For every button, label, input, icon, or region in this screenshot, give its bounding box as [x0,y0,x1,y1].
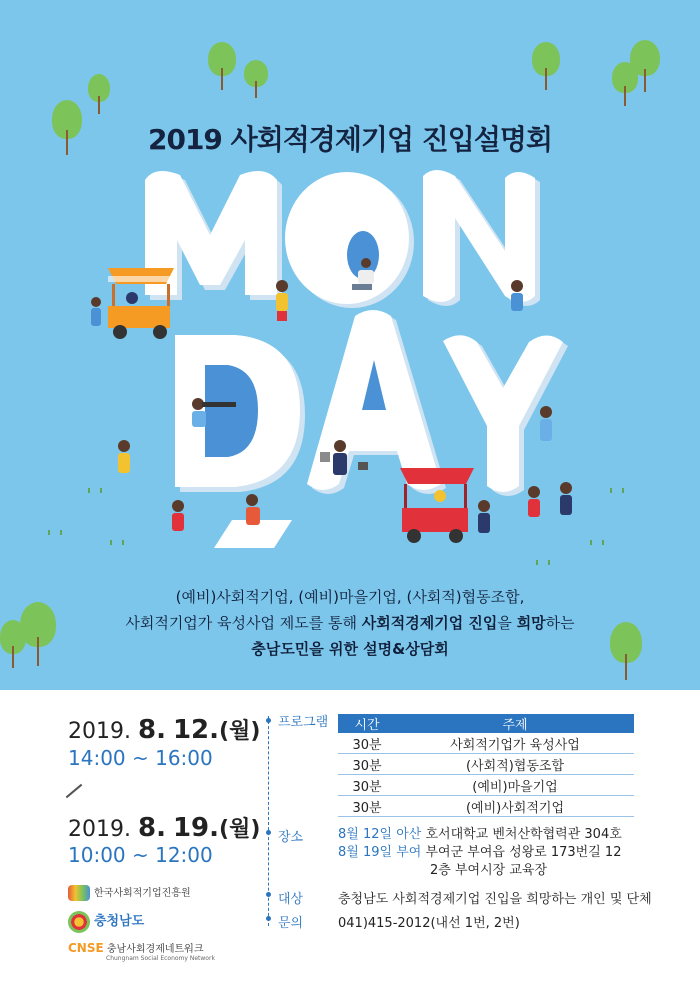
description-emphasis: 희망 [516,614,546,632]
venue-line: 2층 부여시장 교육장 [430,863,547,878]
venue-date: 8월 19일 부여 [338,845,422,860]
contact-label: 문의 [278,916,304,931]
timeline-dot [266,892,271,897]
description [0,584,700,662]
logo-text: 한국사회적기업진흥원 [94,888,191,899]
description-line-1: (예비)사회적기업, (예비)마을기업, (사회적)협동조합, [175,588,525,606]
table-cell: 30분 [338,796,396,817]
kosea-logo-icon [68,885,90,901]
date-weekday: (월) [219,719,261,744]
description-emphasis: 사회적경제기업 진입 [361,614,498,632]
table-header-row [338,714,634,733]
table-row [338,733,634,754]
description-line-3: 충남도민을 위한 설명&상담회 [251,640,449,658]
table-row [338,775,634,796]
timeline-dot [266,916,271,921]
contact-value: 041)415-2012(내선 1번, 2번) [338,916,520,931]
column-header: 주제 [396,714,634,733]
session-date-2: 2019. 8. 19.(월) [68,813,261,843]
date-month: 8 [137,813,157,843]
program-label: 프로그램 [278,715,329,730]
description-text: 하는 [545,614,575,632]
venue-line [338,826,622,844]
table-row [338,796,634,817]
logo-subtext: Chungnam Social Economy Network [106,955,215,962]
session-time-1: 14:00 ~ 16:00 [68,746,213,770]
logo-text: 충청남도 [94,914,145,929]
mon-letters [145,170,540,308]
table-row [338,754,634,775]
date-year: 2019. [68,719,131,744]
timeline-dot [266,830,271,835]
food-cart-illustration [108,268,174,339]
date-year: 2019. [68,817,131,842]
program-table [338,714,634,817]
venue-place: 호서대학교 벤처산학협력관 304호 [425,827,622,842]
session-time-2: 10:00 ~ 12:00 [68,843,213,867]
table-cell: 30분 [338,775,396,796]
date-month: 8 [137,715,157,745]
session-date-1: 2019. 8. 12.(월) [68,715,261,745]
date-day: 19. [172,813,220,843]
venue-place: 부여군 부여읍 성왕로 173번길 12 [425,845,622,860]
venue-line [338,844,622,862]
table-cell: (예비)사회적기업 [396,796,634,817]
logo-kosea [68,884,191,901]
logo-chungnam [68,910,144,933]
description-text: 을 [497,614,517,632]
description-line-2 [0,610,700,636]
table-cell: 30분 [338,754,396,775]
table-cell: 30분 [338,733,396,754]
date-weekday: (월) [219,817,261,842]
target-value: 충청남도 사회적경제기업 진입을 희망하는 개인 및 단체 [338,892,652,907]
venue-date: 8월 12일 아산 [338,827,422,842]
target-label: 대상 [278,892,304,907]
column-header: 시간 [338,714,396,733]
table-cell: (예비)마을기업 [396,775,634,796]
logo-text: 충남사회경제네트워크 [106,944,204,955]
logo-cnse [68,940,215,962]
venue-label: 장소 [278,830,304,845]
description-text: 사회적기업가 육성사업 제도를 통해 [125,614,362,632]
table-cell: 사회적기업가 육성사업 [396,733,634,754]
venue-details [338,826,622,880]
chungnam-logo-icon [68,911,90,933]
food-cart-illustration [400,468,474,543]
timeline-dot [266,718,271,723]
date-day: 12. [172,715,220,745]
table-cell: (사회적)협동조합 [396,754,634,775]
page-title: 2019 사회적경제기업 진입설명회 [147,123,552,156]
cnse-logo-mark: CNSE [68,941,104,955]
